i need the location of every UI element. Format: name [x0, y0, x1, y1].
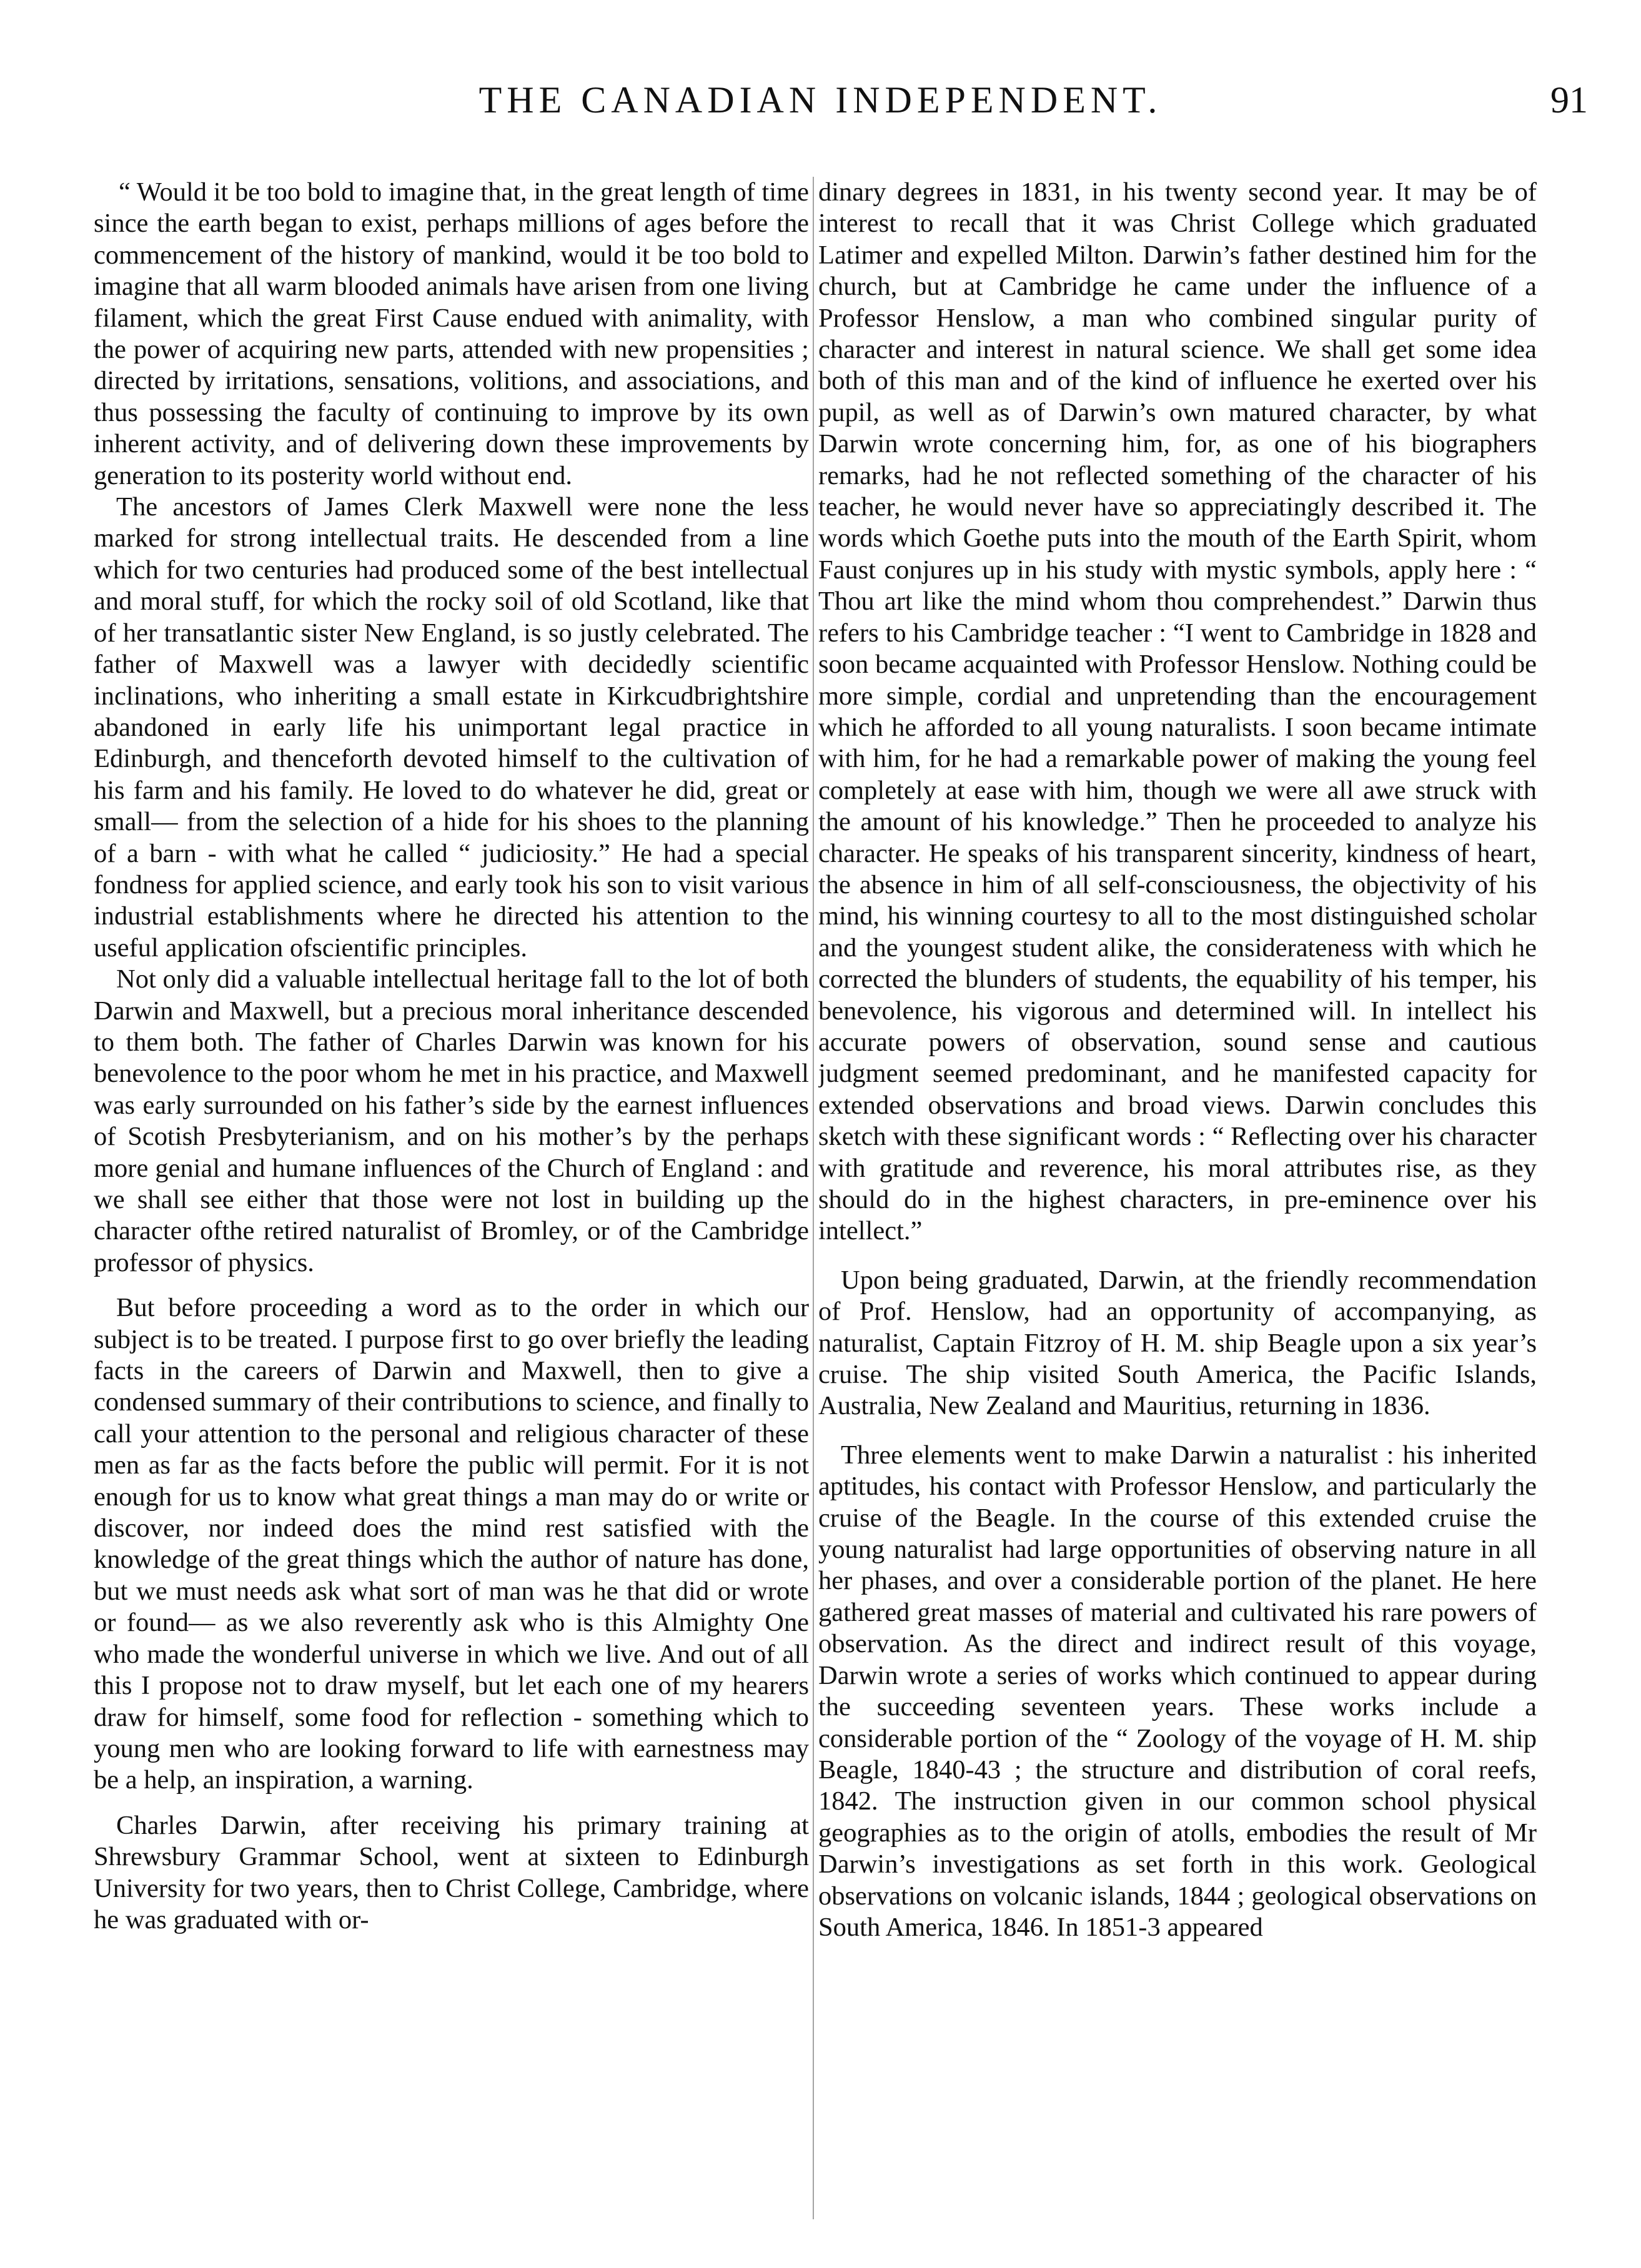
- paragraph-beagle-voyage: Upon being graduated, Darwin, at the friendly recommendation of Prof. Henslow, had an opportunity of accompanying, as naturalist, Captain Fitzroy of H. M. ship Beagle upon a six year’s cruise. The ship visited South America, the Pacific Islands, Australia, New Zealand and Mauritius, returning in 1836.: [818, 1265, 1537, 1421]
- paragraph-henslow: dinary degrees in 1831, in his twenty second year. It may be of interest to recall that it was Christ College which graduated Latimer and expelled Milton. Darwin’s father destined him for the church, but at Cambridge he came under the influence of a Professor Henslow, a man who combined singular purity of character and interest in natural science. We shall get some idea both of this man and of the kind of influence he exerted over his pupil, as well as of Darwin’s own matured character, by what Darwin wrote concerning him, for, as one of his biographers remarks, had he not reflected something of the character of his teacher, he would never have so appreciatingly described it. The words which Goethe puts into the mouth of the Earth Spirit, whom Faust conjures up in his study with mystic symbols, apply here : “ Thou art like the mind whom thou comprehendest.” Darwin thus refers to his Cambridge teacher : “I went to Cambridge in 1828 and soon became acquainted with Professor Henslow. Nothing could be more simple, cordial and unpretending than the encouragement which he afforded to all young naturalists. I soon became intimate with him, for he had a remarkable power of making the young feel completely at ease with him, though we were all awe struck with the amount of his knowledge.” Then he proceeded to analyze his character. He speaks of his transparent sincerity, kindness of heart, the absence in him of all self-consciousness, the objectivity of his mind, his winning courtesy to all to the most distinguished scholar and the youngest student alike, the considerateness with which he corrected the blunders of students, the equability of his temper, his benevolence, his vigorous and determined will. In intellect his accurate powers of observation, sound sense and cautious judgment seemed predominant, and he manifested capacity for extended observations and broad views. Darwin concludes this sketch with these significant words : “ Reflecting over his character with gratitude and reverence, his moral attributes rise, as they should do in the highest characters, in pre-eminence over his intellect.”: [818, 177, 1537, 1246]
- paragraph-moral-inheritance: Not only did a valuable intellectual heritage fall to the lot of both Darwin and Maxwell, but a precious moral inheritance descended to them both. The father of Charles Darwin was known for his benevolence to the poor whom he met in his practice, and Maxwell was early surrounded on his father’s side by the earnest influences of Scotish Presbyterianism, and on his mother’s by the perhaps more genial and humane influences of the Church of England : and we shall see either that those were not lost in building up the character ofthe retired naturalist of Bromley, or of the Cambridge professor of physics.: [94, 964, 809, 1277]
- paragraph-darwin-education: Charles Darwin, after receiving his primary training at Shrewsbury Grammar School, went at sixteen to Edinburgh University for two years, then to Christ College, Cambridge, where he was graduated with or-: [94, 1810, 809, 1934]
- paragraph-maxwell-ancestors: The ancestors of James Clerk Maxwell were none the less marked for strong intellectual traits. He descended from a line which for two centuries had produced some of the best intellectual and moral stuff, for which the rocky soil of old Scotland, like that of her transatlantic sister New England, is so justly celebrated. The father of Maxwell was a lawyer with decidedly scientific inclinations, who inheriting a small estate in Kirkcudbrightshire abandoned in early life his unimportant legal practice in Edinburgh, and thenceforth devoted himself to the cultivation of his farm and his family. He loved to do whatever he did, great or small— from the selection of a hide for his shoes to the planning of a barn - with what he called “ judiciosity.” He had a special fondness for applied science, and early took his son to visit various industrial establishments where he directed his attention to the useful application ofscientific principles.: [94, 492, 809, 963]
- column-divider: [813, 177, 814, 2219]
- page-number: 91: [1550, 79, 1588, 121]
- paragraph-order-of-subject: But before proceeding a word as to the order in which our subject is to be treated. I purpose first to go over briefly the leading facts in the careers of Darwin and Maxwell, then to give a condensed summary of their contributions to science, and finally to call your attention to the personal and religious character of these men as far as the facts before the public will permit. For it is not enough for us to know what great things a man may do or write or discover, nor indeed does the mind rest satisfied with the knowledge of the great things which the author of nature has done, but we must needs ask what sort of man was he that did or wrote or found— as we also reverently ask who is this Almighty One who made the wonderful universe in which we live. And out of all this I propose not to draw myself, but let each one of my hearers draw for himself, some food for reflection - something which to young men who are looking forward to life with earnestness may be a help, an inspiration, a warning.: [94, 1293, 809, 1795]
- right-column: [818, 177, 1537, 2219]
- left-column: [94, 177, 809, 2219]
- paragraph-darwin-quote: “ Would it be too bold to imagine that, in the great length of time since the earth began to exist, perhaps millions of ages before the commencement of the history of mankind, would it be too bold to imagine that all warm blooded animals have arisen from one living filament, which the great First Cause endued with animality, with the power of acquiring new parts, attended with new propensities ; directed by irritations, sensations, volitions, and associations, and thus possessing the faculty of continuing to improve by its own inherent activity, and of delivering down these improvements by generation to its posterity world without end.: [94, 177, 809, 490]
- paragraph-three-elements: Three elements went to make Darwin a naturalist : his inherited aptitudes, his contact with Professor Henslow, and particularly the cruise of the Beagle. In the course of this extended cruise the young naturalist had large opportunities of observing nature in all her phases, and over a considerable portion of the planet. He here gathered great masses of material and cultivated his rare powers of observation. As the direct and indirect result of this voyage, Darwin wrote a series of works which continued to appear during the succeeding seventeen years. These works include a considerable portion of the “ Zoology of the voyage of H. M. ship Beagle, 1840-43 ; the structure and distribution of coral reefs, 1842. The instruction given in our common school physical geographies as to the origin of atolls, embodies the result of Mr Darwin’s investigations as set forth in this work. Geological observations on volcanic islands, 1844 ; geological observations on South America, 1846. In 1851-3 appeared: [818, 1440, 1537, 1942]
- running-head: [0, 75, 1641, 137]
- journal-title: THE CANADIAN INDEPENDENT.: [478, 79, 1163, 121]
